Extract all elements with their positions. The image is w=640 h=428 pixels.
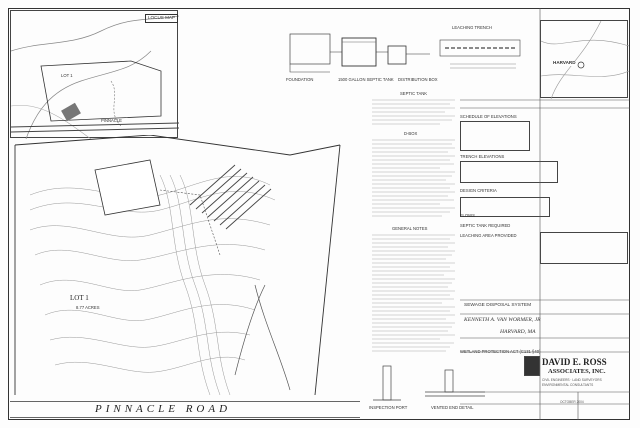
schedule-elevations-title: SCHEDULE OF ELEVATIONS: [460, 114, 517, 119]
lot-label: LOT 1: [70, 294, 89, 302]
locus-map-title: LOCUS MAP: [145, 14, 178, 23]
road-name: PINNACLE ROAD: [95, 403, 232, 415]
plan-date: OCTOBER 2004: [560, 400, 584, 404]
locus-lot-label: LOT 1: [61, 73, 73, 78]
firm-tagline-2: ENVIRONMENTAL CONSULTANTS: [542, 383, 594, 387]
septic-tank-notes-title: SEPTIC TANK: [400, 91, 428, 96]
trench-elevations-title: TRENCH ELEVATIONS: [460, 154, 505, 159]
leaching-area-title: LEACHING AREA PROVIDED: [460, 233, 517, 238]
inspection-port-label: INSPECTION PORT: [369, 405, 408, 410]
foundation-label: FOUNDATION: [286, 77, 314, 82]
septic-tank-label: 1500 GALLON SEPTIC TANK: [338, 77, 394, 82]
wetland-note: WETLAND PROTECTION ACT (C131 §40): [460, 349, 541, 354]
general-notes-title: GENERAL NOTES: [392, 226, 428, 231]
septic-required-title: SEPTIC TANK REQUIRED: [460, 223, 511, 228]
leaching-trench-label: LEACHING TRENCH: [452, 25, 492, 30]
vicinity-label: HARVARD: [553, 60, 576, 65]
town-name: HARVARD, MA: [500, 329, 536, 335]
distribution-box-label: DISTRIBUTION BOX: [398, 77, 438, 82]
lot-area: 8.77 ACRES: [76, 305, 100, 310]
owner-name: KENNETH A. VAN WORMER, JR: [464, 317, 541, 323]
locus-road-label: PINNACLE: [101, 118, 122, 123]
sheet-title: SEWAGE DISPOSAL SYSTEM: [464, 303, 532, 308]
firm-name: DAVID E. ROSS: [542, 357, 607, 367]
design-criteria-title: DESIGN CRITERIA: [460, 188, 497, 193]
flows-title: FLOWS: [460, 213, 475, 218]
d-box-notes-title: D-BOX: [404, 131, 418, 136]
vented-end-label: VENTED END DETAIL: [431, 405, 474, 410]
firm-name-line2: ASSOCIATES, INC.: [548, 368, 606, 375]
firm-tagline: CIVIL ENGINEERS · LAND SURVEYORS: [542, 378, 602, 382]
